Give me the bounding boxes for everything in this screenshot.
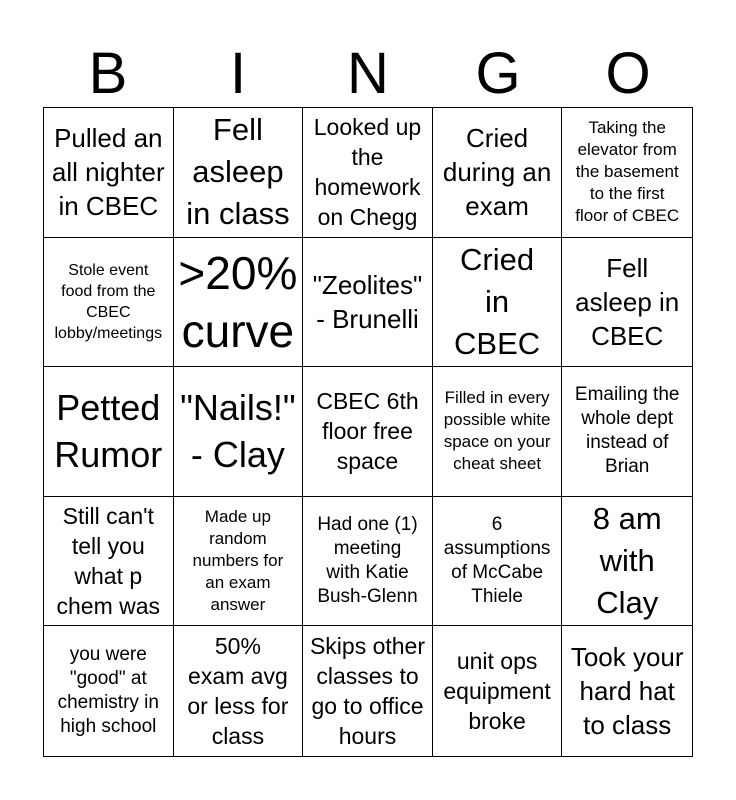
bingo-cell[interactable] (303, 108, 433, 238)
bingo-cell[interactable] (44, 238, 174, 368)
cell-text: Petted Rumor (54, 387, 163, 476)
bingo-cell[interactable] (303, 626, 433, 756)
cell-text: "Zeolites" - Brunelli (312, 269, 423, 334)
cell-text: Fell asleep in CBEC (575, 252, 680, 351)
cell-text: Taking the elevator from the basement to the first floor of CBEC (575, 118, 680, 226)
bingo-cell[interactable] (433, 108, 563, 238)
bingo-cell[interactable] (562, 626, 692, 756)
header-letter-o: O (605, 41, 651, 106)
cell-text: CBEC 6th floor free space (316, 388, 419, 475)
bingo-cell[interactable] (433, 497, 563, 627)
bingo-cell[interactable] (303, 497, 433, 627)
bingo-cell[interactable] (562, 497, 692, 627)
cell-text: "Nails!" - Clay (180, 387, 296, 476)
bingo-cell[interactable] (433, 626, 563, 756)
cell-text: Fell asleep in class (186, 112, 290, 232)
bingo-cell[interactable] (174, 238, 304, 368)
bingo-cell[interactable] (44, 497, 174, 627)
header-letter-b: B (88, 41, 128, 106)
bingo-cell[interactable] (433, 238, 563, 368)
bingo-cell[interactable] (44, 626, 174, 756)
cell-text: Still can't tell you what p chem was (56, 503, 161, 620)
cell-text: Looked up the homework on Chegg (313, 114, 422, 231)
cell-text: Had one (1) meeting with Katie Bush-Glenn (317, 514, 418, 608)
cell-text: Cried during an exam (442, 123, 552, 222)
bingo-cell[interactable] (303, 238, 433, 368)
bingo-cell[interactable] (562, 367, 692, 497)
bingo-board (43, 107, 693, 757)
bingo-cell[interactable] (174, 367, 304, 497)
cell-text: Emailing the whole dept instead of Brian (574, 384, 680, 478)
bingo-cell[interactable] (562, 238, 692, 368)
cell-text: Filled in every possible white space on your cheat sheet (443, 388, 551, 474)
bingo-cell[interactable] (303, 367, 433, 497)
bingo-cell[interactable] (562, 108, 692, 238)
bingo-cell[interactable] (174, 626, 304, 756)
cell-text: Made up random numbers for an exam answer (192, 507, 284, 615)
cell-text: unit ops equipment broke (443, 648, 551, 735)
cell-text: Skips other classes to go to office hours (309, 633, 426, 750)
cell-text: Pulled an all nighter in CBEC (51, 123, 165, 222)
cell-text: Stole event food from the CBEC lobby/meetings (54, 261, 163, 342)
header-letter-i: I (229, 41, 247, 106)
bingo-cell[interactable] (44, 108, 174, 238)
cell-text: 8 am with Clay (592, 501, 662, 621)
bingo-cell[interactable] (174, 108, 304, 238)
cell-text: 6 assumptions of McCabe Thiele (443, 514, 551, 608)
cell-text: Took your hard hat to class (570, 642, 684, 741)
bingo-cell[interactable] (44, 367, 174, 497)
bingo-cell[interactable] (433, 367, 563, 497)
bingo-header (43, 40, 693, 108)
cell-text: 50% exam avg or less for class (187, 633, 289, 750)
bingo-cell[interactable] (174, 497, 304, 627)
cell-text: you were "good" at chemistry in high school (57, 644, 159, 738)
header-letter-g: G (475, 41, 521, 106)
cell-text: >20% curve (178, 246, 298, 357)
header-letter-n: N (347, 41, 389, 106)
cell-text: Cried in CBEC (454, 241, 541, 361)
